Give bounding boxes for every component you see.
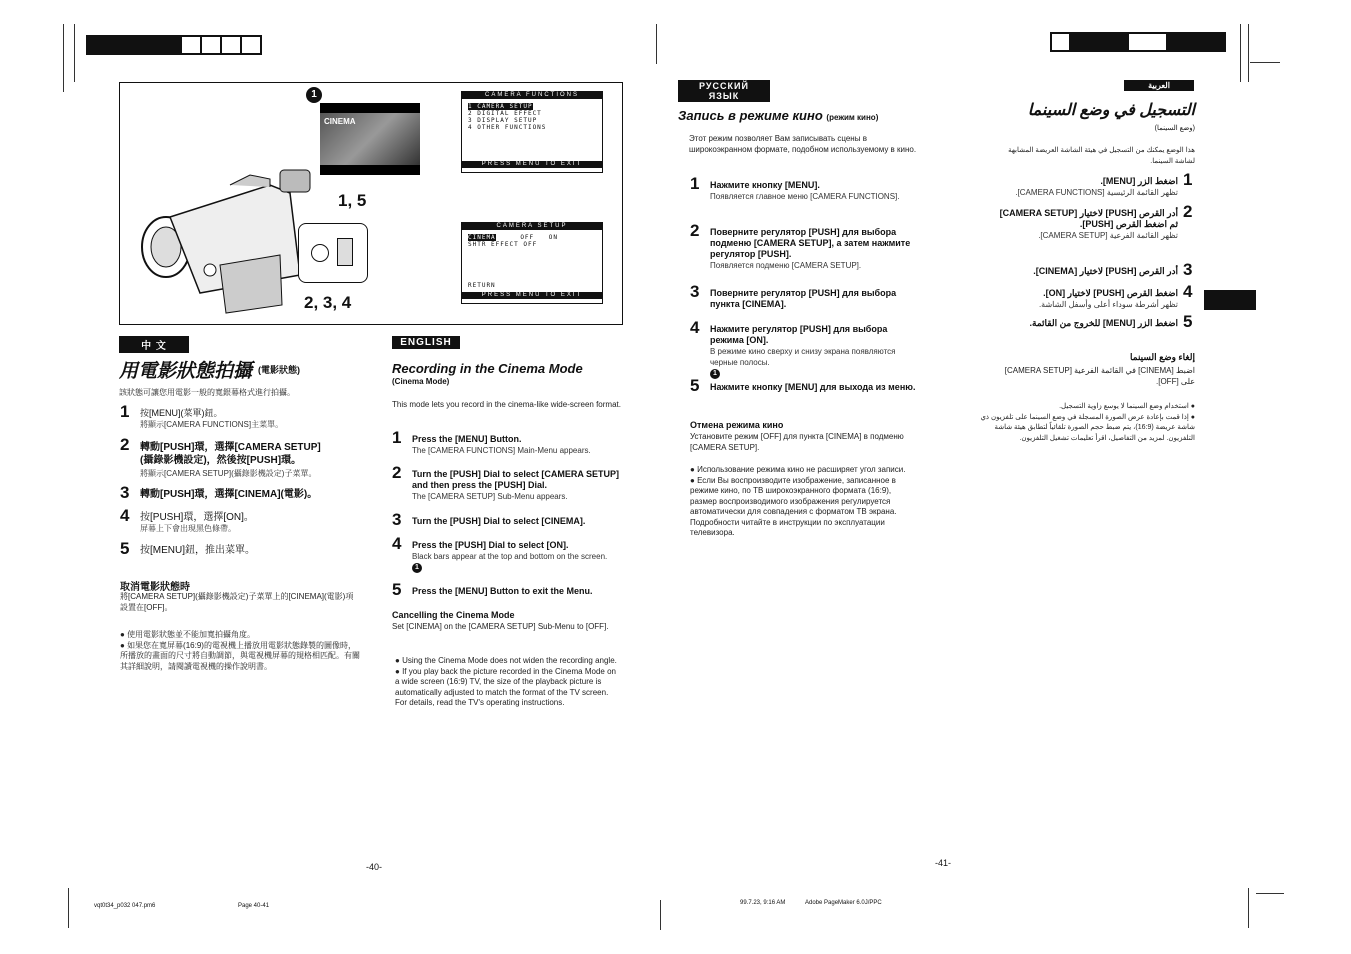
english-step-5 — [412, 586, 622, 597]
step-text: أدر القرص [PUSH] لاختيار [CINEMA]. — [1033, 266, 1178, 276]
note-item: ● Использование режима кино не расширяет угол записи. — [690, 465, 906, 474]
lang-tag-chinese: 中 文 — [119, 336, 189, 353]
step-text: Нажмите кнопку [MENU] для выхода из меню. — [710, 382, 916, 392]
footer-filename: vqt0t34_p032 047.pm6 — [94, 903, 156, 909]
russian-cancel-text: Установите режим [OFF] для пункта [CINEMA] в подменю [CAMERA SETUP]. — [690, 432, 904, 452]
step-sub: تظهر القائمة الفرعية [CAMERA SETUP]. — [1038, 231, 1178, 240]
russian-cancel-title: Отмена режима кино — [690, 420, 784, 430]
step-text: Press the [MENU] Button to exit the Menu. — [412, 586, 593, 596]
return-line: RETURN — [468, 282, 496, 289]
step-number: 4 — [690, 318, 700, 337]
arabic-notes — [970, 402, 1195, 444]
footer-date: 99.7.23, 9:16 AM — [740, 900, 786, 906]
english-cancel-title: Cancelling the Cinema Mode — [392, 610, 515, 620]
step-text: Нажмите кнопку [MENU]. — [710, 180, 820, 190]
chinese-step-4 — [140, 512, 365, 534]
arabic-step-1 — [990, 176, 1178, 198]
step-text: Turn the [PUSH] Dial to select [CAMERA SETUP] and then press the [PUSH] Dial. — [412, 469, 620, 490]
page-edge-tab — [1204, 290, 1256, 310]
menu-screen-camera-functions — [461, 91, 603, 173]
russian-step-5 — [710, 382, 920, 393]
step-sub: Появляется главное меню [CAMERA FUNCTIONS]. — [710, 192, 900, 201]
menu-button-icon — [337, 238, 353, 266]
step-text: Press the [MENU] Button. — [412, 434, 522, 444]
note-item: ● Если Вы воспроизводите изображение, записанное в режиме кино, по ТВ широкоэкранного формата (16:9), размер воспроизводимого изображения регулируется автоматически для совпадения с форматом ТВ экрана. Подробности читайте в инструкции по эксплуатации телевизора. — [690, 475, 897, 537]
arabic-intro: هذا الوضع يمكنك من التسجيل في هيئة الشاشة العريضة المشابهة لشاشة السينما. — [1008, 147, 1195, 165]
lang-tag-russian: РУССКИЙ ЯЗЫК — [678, 80, 770, 102]
crop-mark — [1248, 888, 1249, 928]
crop-mark — [74, 24, 75, 82]
english-step-1 — [412, 434, 622, 456]
step-text: Поверните регулятор [PUSH] для выбора подменю [CAMERA SETUP], а затем нажмите регулятор [PUSH]. — [710, 227, 911, 259]
russian-step-2 — [710, 227, 920, 271]
option-off: OFF — [520, 234, 535, 241]
label-steps-2-3-4: 2, 3, 4 — [304, 293, 352, 312]
label-steps-1-5: 1, 5 — [338, 191, 367, 210]
step-text: اضغط الزر [MENU]. — [1100, 176, 1178, 186]
russian-notes — [690, 465, 920, 539]
crop-mark — [656, 24, 657, 64]
step-sub: В режиме кино сверху и снизу экрана появляются черные полосы. — [710, 347, 896, 367]
chinese-step-5 — [140, 545, 365, 556]
step-sub: Black bars appear at the top and bottom on the screen. — [412, 552, 608, 561]
step-text: أدر القرص [PUSH] لاختيار [CAMERA SETUP] ثم اضغط القرص [PUSH]. — [999, 208, 1178, 229]
step-number: 3 — [1183, 260, 1193, 279]
step-sub: تظهر أشرطة سوداء أعلى وأسفل الشاشة. — [1038, 300, 1178, 309]
note-item: ● 使用電影狀態並不能加寬拍攝角度。 — [120, 630, 256, 639]
step-text: Turn the [PUSH] Dial to select [CINEMA]. — [412, 516, 586, 526]
screen-line: 3 DISPLAY SETUP — [468, 117, 538, 124]
note-item: ● Using the Cinema Mode does not widen the recording angle. — [395, 656, 617, 665]
arabic-title: التسجيل في وضع السينما — [1027, 102, 1195, 119]
push-dial-icon — [311, 244, 329, 262]
chinese-intro: 該狀態可讓您用電影一般的寬銀幕格式進行拍攝。 — [119, 388, 295, 397]
chinese-notes — [120, 630, 360, 672]
menu-screen-camera-setup — [461, 222, 603, 304]
arabic-cancel-title: إلغاء وضع السينما — [1130, 352, 1195, 362]
lang-tag-arabic: العربية — [1124, 80, 1194, 91]
option-on: ON — [548, 234, 559, 241]
step-number: 1 — [1183, 170, 1193, 189]
note-item: ● If you play back the picture recorded in the Cinema Mode on a wide screen (16:9) TV, the size of the playback picture is automatically adjusted to match the format of the TV screen. For details, read the TV's operating instructions. — [395, 666, 616, 707]
screen-line: 4 OTHER FUNCTIONS — [468, 124, 547, 131]
callout-1: 1 — [306, 87, 322, 103]
screen-title: CAMERA FUNCTIONS — [462, 92, 602, 99]
screen-title: CAMERA SETUP — [462, 223, 602, 230]
callout-1-icon: 1 — [710, 369, 720, 379]
step-text: Поверните регулятор [PUSH] для выбора пункта [CINEMA]. — [710, 288, 897, 309]
step-text: 按[PUSH]環，選擇[ON]。 — [140, 512, 254, 523]
english-title-sub: (Cinema Mode) — [392, 377, 450, 386]
arabic-title-sub: (وضع السينما) — [1154, 125, 1195, 132]
english-title: Recording in the Cinema Mode — [392, 361, 583, 376]
chinese-title-sub: (電影狀態) — [258, 365, 300, 375]
step-text: اضغط الزر [MENU] للخروج من القائمة. — [1029, 318, 1178, 328]
crop-mark — [1240, 24, 1241, 82]
step-number: 3 — [120, 483, 130, 502]
callout-1-icon: 1 — [412, 563, 422, 573]
step-sub: The [CAMERA FUNCTIONS] Main-Menu appears. — [412, 446, 591, 455]
lang-tag-english: ENGLISH — [392, 336, 460, 349]
crop-mark — [660, 900, 661, 930]
english-cancel-text: Set [CINEMA] on the [CAMERA SETUP] Sub-Menu to [OFF]. — [392, 622, 609, 631]
english-step-4 — [412, 540, 612, 573]
step-sub: The [CAMERA SETUP] Sub-Menu appears. — [412, 492, 568, 501]
page-number-right: -41- — [935, 858, 952, 868]
chinese-cancel-text: 將[CAMERA SETUP](攝錄影機設定)子菜單上的[CINEMA](電影)項設置在[OFF]。 — [120, 592, 354, 612]
dial-callout — [298, 223, 368, 283]
step-sub: تظهر القائمة الرئيسية [CAMERA FUNCTIONS]. — [1015, 188, 1178, 197]
footer-app: Adobe PageMaker 6.0J/PPC — [805, 900, 882, 906]
header-bar-right — [1050, 32, 1226, 52]
step-number: 5 — [120, 539, 130, 558]
crop-mark — [63, 24, 64, 92]
russian-step-3 — [710, 288, 920, 310]
crop-mark — [68, 888, 69, 928]
crop-mark — [1250, 62, 1280, 63]
step-text: 轉動[PUSH]環，選擇[CINEMA](電影)。 — [140, 489, 318, 500]
step-text-2: (攝錄影機設定)，然後按[PUSH]環。 — [140, 455, 302, 466]
screen-footer: PRESS MENU TO EXIT — [462, 292, 602, 299]
english-intro: This mode lets you record in the cinema-like wide-screen format. — [392, 400, 621, 409]
cinema-label: CINEMA — [320, 113, 420, 165]
step-number: 1 — [120, 402, 130, 421]
arabic-step-5 — [990, 318, 1178, 329]
step-sub: 將顯示[CAMERA FUNCTIONS]主菜單。 — [140, 420, 284, 429]
crop-mark — [1256, 893, 1284, 894]
russian-title — [678, 108, 878, 123]
english-step-2 — [412, 469, 622, 502]
step-number: 1 — [392, 428, 402, 447]
step-number: 5 — [392, 580, 402, 599]
figure-frame — [119, 82, 623, 325]
step-text: Press the [PUSH] Dial to select [ON]. — [412, 540, 569, 550]
arabic-step-3 — [990, 266, 1178, 277]
russian-title-text: Запись в режиме кино — [678, 108, 823, 123]
step-text: 按[MENU](菜單)鈕。 — [140, 408, 223, 418]
arabic-step-2 — [990, 208, 1178, 241]
step-number: 5 — [690, 376, 700, 395]
step-text: Нажмите регулятор [PUSH] для выбора режима [ON]. — [710, 324, 888, 345]
cinema-option: CINEMA — [468, 234, 496, 241]
chinese-step-3 — [140, 489, 365, 500]
step-number: 4 — [120, 506, 130, 525]
cinema-display — [320, 103, 420, 167]
screen-line: SHTR EFFECT OFF — [468, 241, 538, 248]
step-number: 2 — [392, 463, 402, 482]
step-number: 3 — [392, 510, 402, 529]
footer-page-info: Page 40-41 — [238, 903, 270, 909]
step-number: 5 — [1183, 312, 1193, 331]
chinese-step-2 — [140, 441, 365, 480]
screen-footer: PRESS MENU TO EXIT — [462, 161, 602, 168]
chinese-title: 用電影狀態拍攝 — [119, 361, 253, 382]
step-text: اضغط القرص [PUSH] لاختيار [ON]. — [1043, 288, 1178, 298]
chinese-cancel-title: 取消電影狀態時 — [120, 582, 190, 593]
page-number-left: -40- — [366, 862, 383, 872]
step-number: 1 — [690, 174, 700, 193]
header-bar-left — [86, 35, 262, 55]
note-item: ● إذا قمت بإعادة عرض الصورة المسجلة في وضع السينما على تلفزيون ذي شاشة عريضة (16:9)، يتم ضبط حجم الصورة تلقائياً لتطابق هيئة شاشة التلفزيون. لمزيد من التفاصيل، اقرأ تعليمات تشغيل التلفزيون. — [980, 413, 1195, 442]
step-number: 2 — [120, 435, 130, 454]
russian-step-1 — [710, 180, 920, 202]
step-text: 按[MENU]鈕，推出菜單。 — [140, 545, 255, 556]
note-item: ● 如果您在寬屏幕(16:9)的電視機上播放用電影狀態錄製的圖像時，所播放的畫面的尺寸將自動調節，與電視機屏幕的規格相匹配。有關其詳細說明，請閱讀電視機的操作說明書。 — [120, 640, 360, 671]
russian-intro: Этот режим позволяет Вам записывать сцены в широкоэкранном формате, подобном используемому в кино. — [689, 134, 917, 154]
russian-title-sub: (режим кино) — [826, 113, 879, 122]
arabic-step-4 — [990, 288, 1178, 310]
russian-step-4 — [710, 324, 920, 379]
chinese-step-1 — [140, 408, 365, 430]
screen-line: 1 CAMERA SETUP — [468, 103, 533, 110]
step-sub: 將顯示[CAMERA SETUP](攝錄影機設定)子菜單。 — [140, 469, 317, 478]
step-sub: 屏幕上下會出現黑色條帶。 — [140, 524, 236, 533]
screen-line: 2 DIGITAL EFFECT — [468, 110, 542, 117]
english-step-3 — [412, 516, 622, 527]
step-number: 4 — [392, 534, 402, 553]
step-number: 3 — [690, 282, 700, 301]
step-text: 轉動[PUSH]環，選擇[CAMERA SETUP] — [140, 442, 321, 453]
note-item: ● استخدام وضع السينما لا يوسع زاوية التسجيل. — [1059, 403, 1195, 410]
step-number: 4 — [1183, 282, 1193, 301]
crop-mark — [1248, 24, 1249, 82]
english-notes — [395, 656, 620, 709]
step-sub: Появляется подменю [CAMERA SETUP]. — [710, 261, 862, 270]
step-number: 2 — [1183, 202, 1193, 221]
step-number: 2 — [690, 221, 700, 240]
arabic-cancel-text: اضبط [CINEMA] في القائمة الفرعية [CAMERA SETUP] على [OFF]. — [1004, 366, 1195, 386]
